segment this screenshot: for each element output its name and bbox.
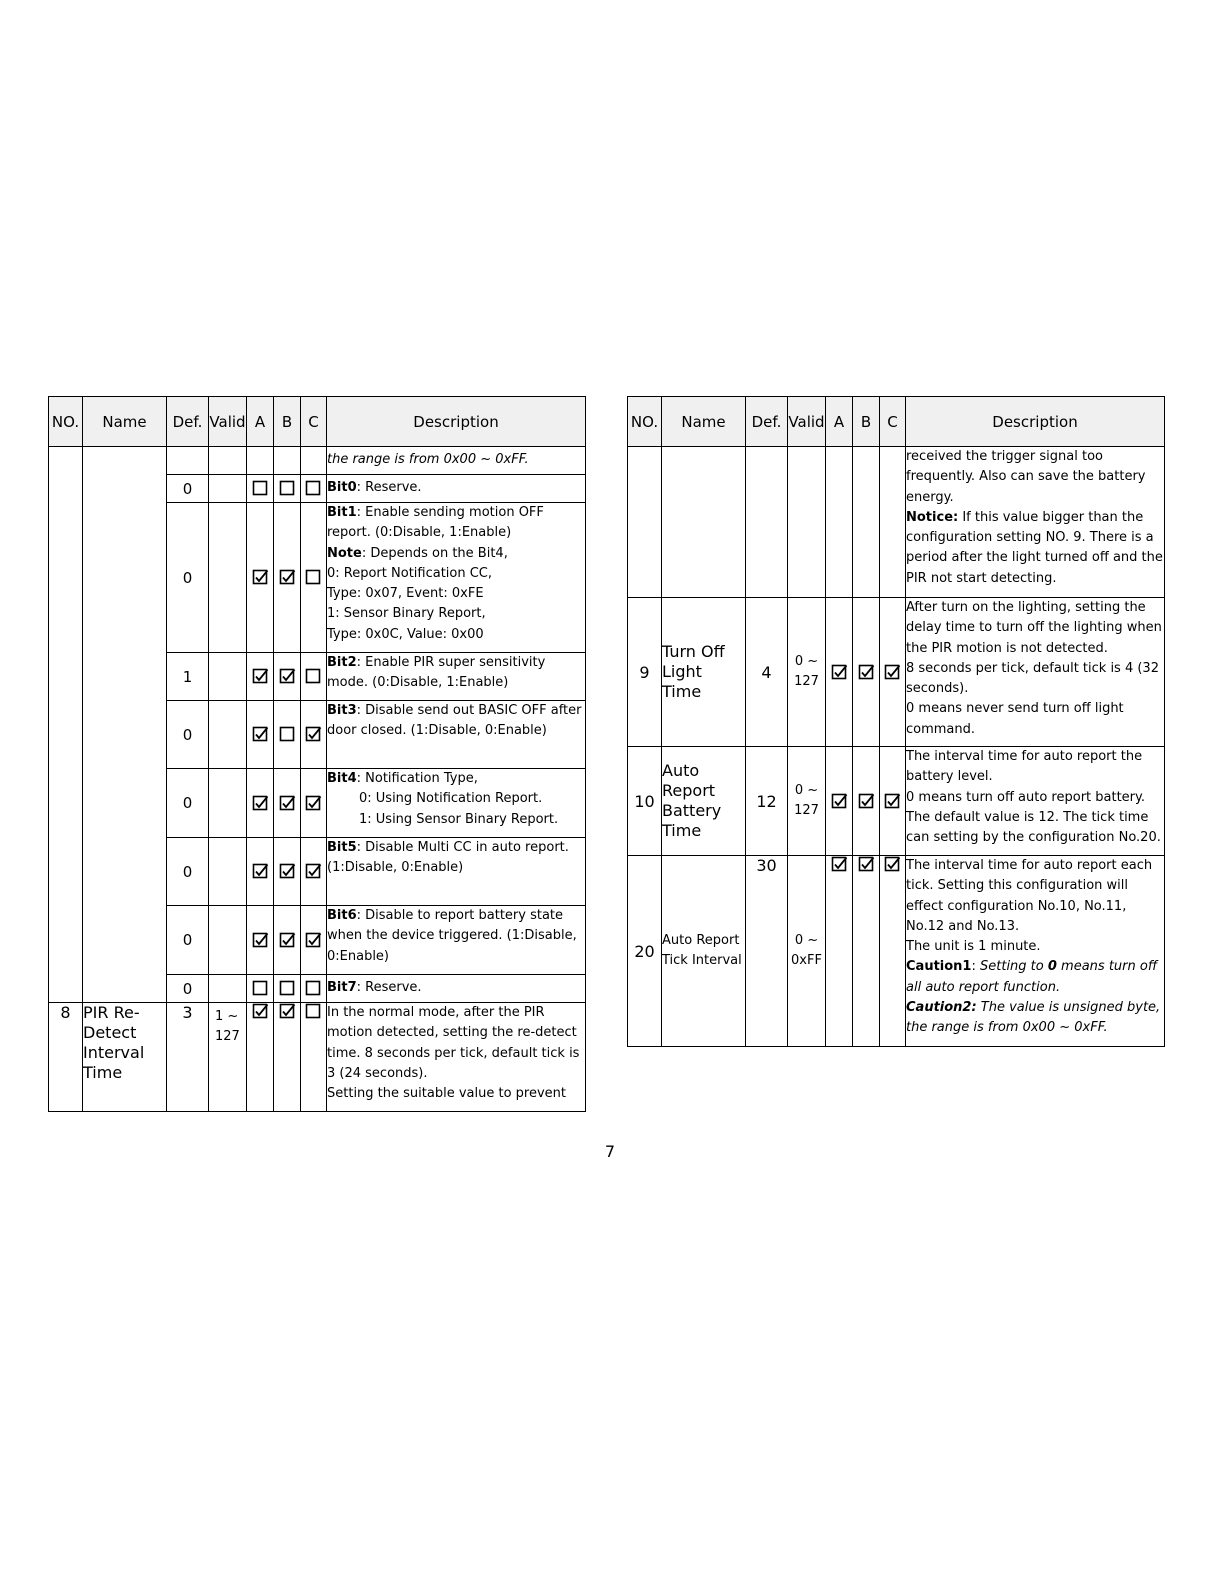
description-cell: The interval time for auto report each tick. Setting this configuration will effect configuration No.10, No.11, No.12 and No.13. The unit is 1 minute. Caution1: Setting to 0 means turn off all auto report function. Caution2: The value is unsigned byte, the range is from 0x00 ~ 0xFF. — [906, 856, 1165, 1047]
description-cell: Bit4: Notification Type, 0: Using Notification Report. 1: Using Sensor Binary Report. — [327, 769, 586, 838]
checkbox-a — [247, 475, 274, 503]
checked-box-icon — [252, 668, 269, 685]
table-row — [628, 747, 1165, 856]
valid-cell: 1 ~ 127 — [209, 1003, 247, 1112]
table-header — [49, 397, 586, 447]
def-cell: 0 — [167, 906, 209, 975]
checked-box-icon — [252, 1003, 269, 1020]
header-c: C — [301, 397, 327, 447]
checkbox-a — [826, 598, 853, 747]
checkbox-a — [247, 503, 274, 653]
checkbox-a — [247, 906, 274, 975]
header-description: Description — [906, 397, 1165, 447]
checkbox-b — [274, 475, 301, 503]
checked-box-icon — [831, 793, 848, 810]
checkbox-b — [274, 503, 301, 653]
def-cell: 0 — [167, 769, 209, 838]
table-row — [628, 447, 1165, 598]
page-number: 7 — [604, 1142, 616, 1161]
empty-box-icon — [279, 726, 296, 743]
checked-box-icon — [884, 793, 901, 810]
description-cell: Bit6: Disable to report battery state when the device triggered. (1:Disable, 0:Enable) — [327, 906, 586, 975]
name-cell: Auto Report Battery Time — [662, 747, 746, 856]
checked-box-icon — [305, 726, 322, 743]
description-cell: received the trigger signal too frequently. Also can save the battery energy. Notice: If this value bigger than the configuration setting NO. 9. There is a period after the light turned off and the PIR not start detecting. — [906, 447, 1165, 598]
description-cell: In the normal mode, after the PIR motion detected, setting the re-detect time. 8 seconds per tick, default tick is 3 (24 seconds). Setting the suitable value to prevent — [327, 1003, 586, 1112]
header-valid: Valid — [788, 397, 826, 447]
checkbox-c — [301, 475, 327, 503]
checked-box-icon — [305, 795, 322, 812]
header-name: Name — [83, 397, 167, 447]
header-no: NO. — [49, 397, 83, 447]
header-name: Name — [662, 397, 746, 447]
name-cell: Turn Off Light Time — [662, 598, 746, 747]
checkbox-c — [880, 747, 906, 856]
empty-box-icon — [279, 980, 296, 997]
empty-box-icon — [305, 569, 322, 586]
checkbox-a — [247, 975, 274, 1003]
description-cell: Bit1: Enable sending motion OFF report. (0:Disable, 1:Enable) Note: Depends on the Bit4, 0: Report Notification CC, Type: 0x07, Event: 0xFE 1: Sensor Binary Report, Type: 0x0C, Value: 0x00 — [327, 503, 586, 653]
header-def: Def. — [746, 397, 788, 447]
checkbox-b — [274, 653, 301, 701]
header-a: A — [247, 397, 274, 447]
checkbox-a — [826, 747, 853, 856]
empty-box-icon — [305, 980, 322, 997]
checked-box-icon — [858, 856, 875, 873]
checkbox-b — [853, 747, 880, 856]
checkbox-c — [301, 906, 327, 975]
description-cell: After turn on the lighting, setting the delay time to turn off the lighting when the PIR motion is not detected. 8 seconds per tick, default tick is 4 (32 seconds). 0 means never send turn off light command. — [906, 598, 1165, 747]
def-cell: 0 — [167, 503, 209, 653]
description-cell: The interval time for auto report the battery level. 0 means turn off auto report battery. The default value is 12. The tick time can setting by the configuration No.20. — [906, 747, 1165, 856]
checked-box-icon — [831, 664, 848, 681]
valid-cell: 0 ~ 0xFF — [788, 856, 826, 1047]
checkbox-b — [274, 1003, 301, 1112]
description-cell: Bit5: Disable Multi CC in auto report. (1:Disable, 0:Enable) — [327, 838, 586, 906]
name-cell — [83, 447, 167, 1003]
checkbox-b — [274, 975, 301, 1003]
checkbox-a — [247, 701, 274, 769]
checkbox-c — [301, 769, 327, 838]
config-table-left — [48, 396, 586, 1112]
checkbox-b — [274, 769, 301, 838]
no-cell: 10 — [628, 747, 662, 856]
empty-box-icon — [305, 668, 322, 685]
checkbox-c — [301, 975, 327, 1003]
table-row — [628, 856, 1165, 1047]
table-row — [49, 447, 586, 475]
empty-box-icon — [305, 1003, 322, 1020]
checked-box-icon — [252, 863, 269, 880]
checked-box-icon — [858, 793, 875, 810]
def-cell: 4 — [746, 598, 788, 747]
header-def: Def. — [167, 397, 209, 447]
checkbox-a — [247, 1003, 274, 1112]
checkbox-c — [301, 503, 327, 653]
valid-cell: 0 ~ 127 — [788, 747, 826, 856]
name-cell: Auto Report Tick Interval — [662, 856, 746, 1047]
def-cell: 0 — [167, 475, 209, 503]
def-cell: 12 — [746, 747, 788, 856]
no-cell — [49, 447, 83, 1003]
def-cell: 1 — [167, 653, 209, 701]
checked-box-icon — [305, 932, 322, 949]
checkbox-a — [247, 769, 274, 838]
checked-box-icon — [252, 795, 269, 812]
checkbox-b — [274, 906, 301, 975]
valid-cell: 0 ~ 127 — [788, 598, 826, 747]
checkbox-c — [301, 653, 327, 701]
checked-box-icon — [279, 569, 296, 586]
header-valid: Valid — [209, 397, 247, 447]
header-b: B — [274, 397, 301, 447]
name-cell: PIR Re-Detect Interval Time — [83, 1003, 167, 1112]
checkbox-a — [826, 856, 853, 1047]
header-a: A — [826, 397, 853, 447]
description-cell: Bit7: Reserve. — [327, 975, 586, 1003]
no-cell: 8 — [49, 1003, 83, 1112]
checkbox-c — [301, 1003, 327, 1112]
def-cell: 0 — [167, 701, 209, 769]
header-description: Description — [327, 397, 586, 447]
checked-box-icon — [279, 932, 296, 949]
checkbox-b — [274, 838, 301, 906]
def-cell: 30 — [746, 856, 788, 1047]
def-cell: 0 — [167, 975, 209, 1003]
description-cell: the range is from 0x00 ~ 0xFF. — [327, 447, 586, 475]
no-cell: 9 — [628, 598, 662, 747]
checkbox-b — [853, 598, 880, 747]
table-row — [49, 1003, 586, 1112]
checked-box-icon — [305, 863, 322, 880]
checked-box-icon — [858, 664, 875, 681]
checked-box-icon — [831, 856, 848, 873]
empty-box-icon — [252, 980, 269, 997]
def-cell: 3 — [167, 1003, 209, 1112]
checked-box-icon — [279, 1003, 296, 1020]
no-cell: 20 — [628, 856, 662, 1047]
header-b: B — [853, 397, 880, 447]
description-cell: Bit0: Reserve. — [327, 475, 586, 503]
config-table-right — [627, 396, 1165, 1047]
description-cell: Bit3: Disable send out BASIC OFF after door closed. (1:Disable, 0:Enable) — [327, 701, 586, 769]
checked-box-icon — [252, 726, 269, 743]
checkbox-a — [247, 653, 274, 701]
def-cell: 0 — [167, 838, 209, 906]
checkbox-c — [880, 598, 906, 747]
header-no: NO. — [628, 397, 662, 447]
description-cell: Bit2: Enable PIR super sensitivity mode. (0:Disable, 1:Enable) — [327, 653, 586, 701]
checked-box-icon — [279, 863, 296, 880]
header-c: C — [880, 397, 906, 447]
checked-box-icon — [252, 932, 269, 949]
checked-box-icon — [279, 795, 296, 812]
checkbox-c — [301, 701, 327, 769]
empty-box-icon — [305, 480, 322, 497]
checked-box-icon — [884, 856, 901, 873]
checked-box-icon — [884, 664, 901, 681]
checked-box-icon — [252, 569, 269, 586]
empty-box-icon — [252, 480, 269, 497]
checkbox-a — [247, 838, 274, 906]
checkbox-b — [274, 701, 301, 769]
empty-box-icon — [279, 480, 296, 497]
table-header — [628, 397, 1165, 447]
checkbox-b — [853, 856, 880, 1047]
checkbox-c — [301, 838, 327, 906]
checked-box-icon — [279, 668, 296, 685]
table-row — [628, 598, 1165, 747]
checkbox-c — [880, 856, 906, 1047]
